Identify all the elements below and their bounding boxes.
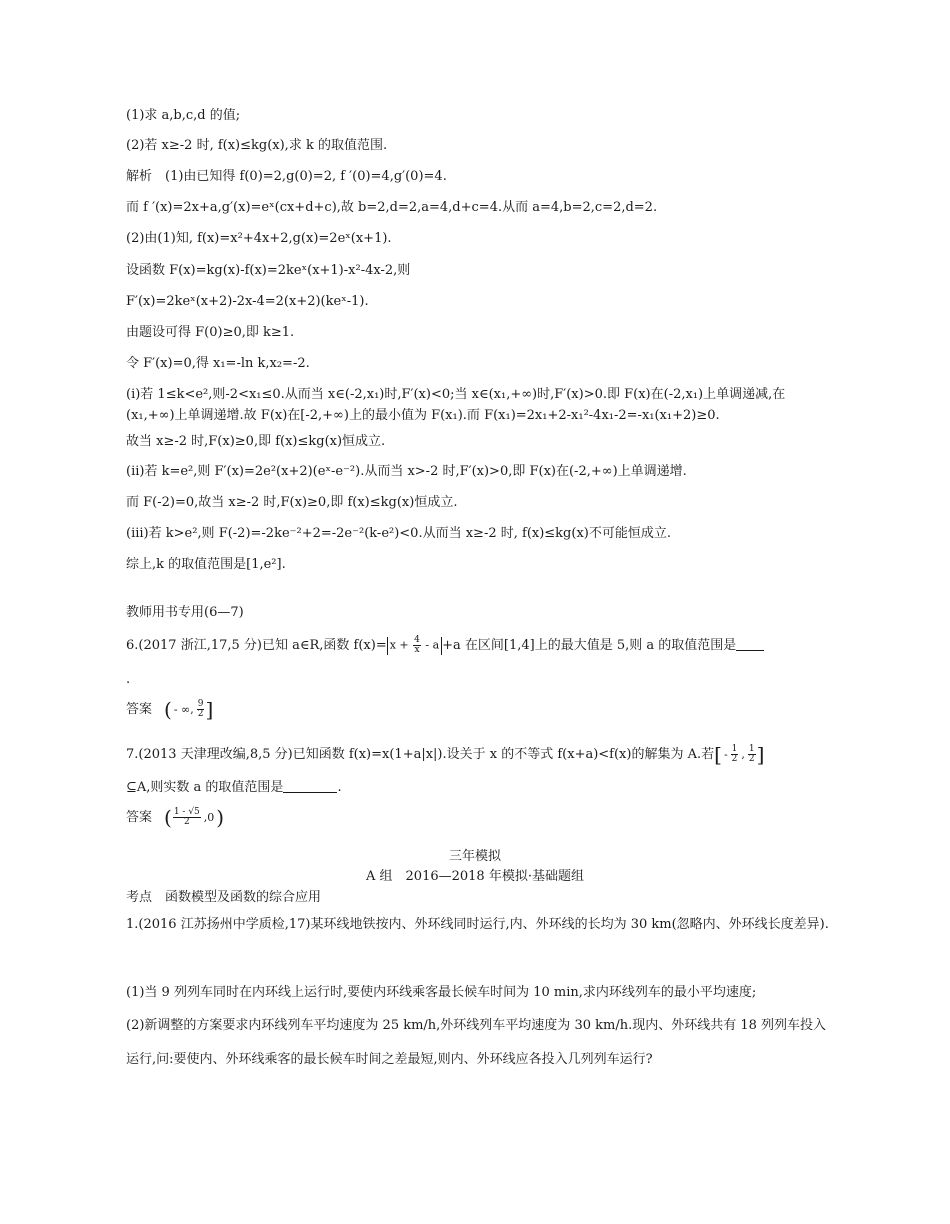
solution-line-7: 令 F′(x)=0,得 x₁=-ln k,x₂=-2. [126, 356, 310, 371]
mock-problem-1: 1.(2016 江苏扬州中学质检,17)某环线地铁按内、外环线同时运行,内、外环线的长均为 30 km(忽略内、外环线长度差异). [126, 917, 829, 932]
solution-case-2: (ii)若 k=e²,则 F′(x)=2e²(x+2)(eˣ-e⁻²).从而当 x>-2 时,F′(x)>0,即 F(x)在(-2,+∞)上单调递增. [126, 464, 687, 479]
answer-blank [736, 650, 764, 651]
problem-6-period: . [126, 672, 131, 687]
solution-case-2-conclusion: 而 F(-2)=0,故当 x≥-2 时,F(x)≥0,即 f(x)≤kg(x)恒成立. [126, 495, 458, 510]
topic-heading: 考点 函数模型及函数的综合应用 [126, 890, 322, 905]
solution-case-3: (iii)若 k>e²,则 F(-2)=-2ke⁻²+2=-2e⁻²(k-e²)<0.从而当 x≥-2 时, f(x)≤kg(x)不可能恒成立. [126, 526, 671, 541]
answer-6: 答案 ( - ∞, $\frac{9}{2}$ ] [126, 697, 214, 722]
question-part-2: (2)若 x≥-2 时, f(x)≤kg(x),求 k 的取值范围. [126, 138, 388, 153]
solution-case-1-conclusion: 故当 x≥-2 时,F(x)≥0,即 f(x)≤kg(x)恒成立. [126, 434, 386, 449]
solution-line-2: 而 f ′(x)=2x+a,g′(x)=eˣ(cx+d+c),故 b=2,d=2,a=4,d+c=4.从而 a=4,b=2,c=2,d=2. [126, 200, 658, 215]
answer-label: 答案 [126, 702, 153, 717]
answer-7: 答案 ( $\frac{1 - √5}{2}$ ,0 ) [126, 805, 225, 830]
problem-6 [126, 636, 826, 655]
solution-line-3: (2)由(1)知, f(x)=x²+4x+2,g(x)=2eˣ(x+1). [126, 231, 392, 246]
solution-summary: 综上,k 的取值范围是[1,e²]. [126, 557, 286, 572]
section-title: 三年模拟 [448, 849, 501, 864]
problem-6-expression: x + $\frac{4}{x}$ - a [389, 635, 440, 655]
problem-7-line-2: ⊆A,则实数 a 的取值范围是 . [126, 780, 342, 795]
mock-problem-1-part-2: (2)新调整的方案要求内环线列车平均速度为 25 km/h,外环线列车平均速度为 30 km/h.现内、外环线共有 18 列列车投入运行,问:要使内、外环线乘客的最长候车时间之差最短,则内、外环线应各投入几列列车运行? [126, 1018, 827, 1067]
answer-blank [283, 792, 337, 793]
solution-line-5: F′(x)=2keˣ(x+2)-2x-4=2(x+2)(keˣ-1). [126, 294, 369, 309]
solution-line-1: 解析 (1)由已知得 f(0)=2,g(0)=2, f ′(0)=4,g′(0)=4. [126, 169, 447, 184]
problem-7-text-a: 7.(2013 天津理改编,8,5 分)已知函数 f(x)=x(1+a|x|).设关于 x 的不等式 f(x+a)<f(x)的解集为 A.若 [126, 747, 715, 762]
question-part-1: (1)求 a,b,c,d 的值; [126, 108, 241, 123]
solution-line-6: 由题设可得 F(0)≥0,即 k≥1. [126, 325, 295, 340]
solution-line-4: 设函数 F(x)=kg(x)-f(x)=2keˣ(x+1)-x²-4x-2,则 [126, 263, 411, 278]
section-subtitle: A 组 2016—2018 年模拟·基础题组 [366, 869, 584, 884]
mock-problem-1-part-1: (1)当 9 列列车同时在内环线上运行时,要使内环线乘客最长候车时间为 10 min,求内环线列车的最小平均速度; [126, 985, 757, 1000]
answer-label: 答案 [126, 810, 153, 825]
problem-6-text-a: 6.(2017 浙江,17,5 分)已知 a∈R,函数 f(x)= [126, 638, 387, 653]
teacher-section-heading: 教师用书专用(6—7) [126, 605, 244, 620]
problem-6-text-b: +a 在区间[1,4]上的最大值是 5,则 a 的取值范围是 [442, 638, 737, 653]
solution-case-1: (i)若 1≤k<e²,则-2<x₁≤0.从而当 x∈(-2,x₁)时,F′(x)<0;当 x∈(x₁,+∞)时,F′(x)>0.即 F(x)在(-2,x₁)上单调递减,在(x₁,+∞)上单调递增.故 F(x)在[-2,+∞)上的最小值为 F(x₁).而 F(x₁)=2x₁+2-x₁²-4x₁-2=-x₁(x₁+2)≥0. [126, 387, 786, 423]
problem-7: 7.(2013 天津理改编,8,5 分)已知函数 f(x)=x(1+a|x|).设关于 x 的不等式 f(x+a)<f(x)的解集为 A.若[ - $\frac{1}{2}$ , $\frac{1}{2}$ ] [126, 742, 765, 767]
